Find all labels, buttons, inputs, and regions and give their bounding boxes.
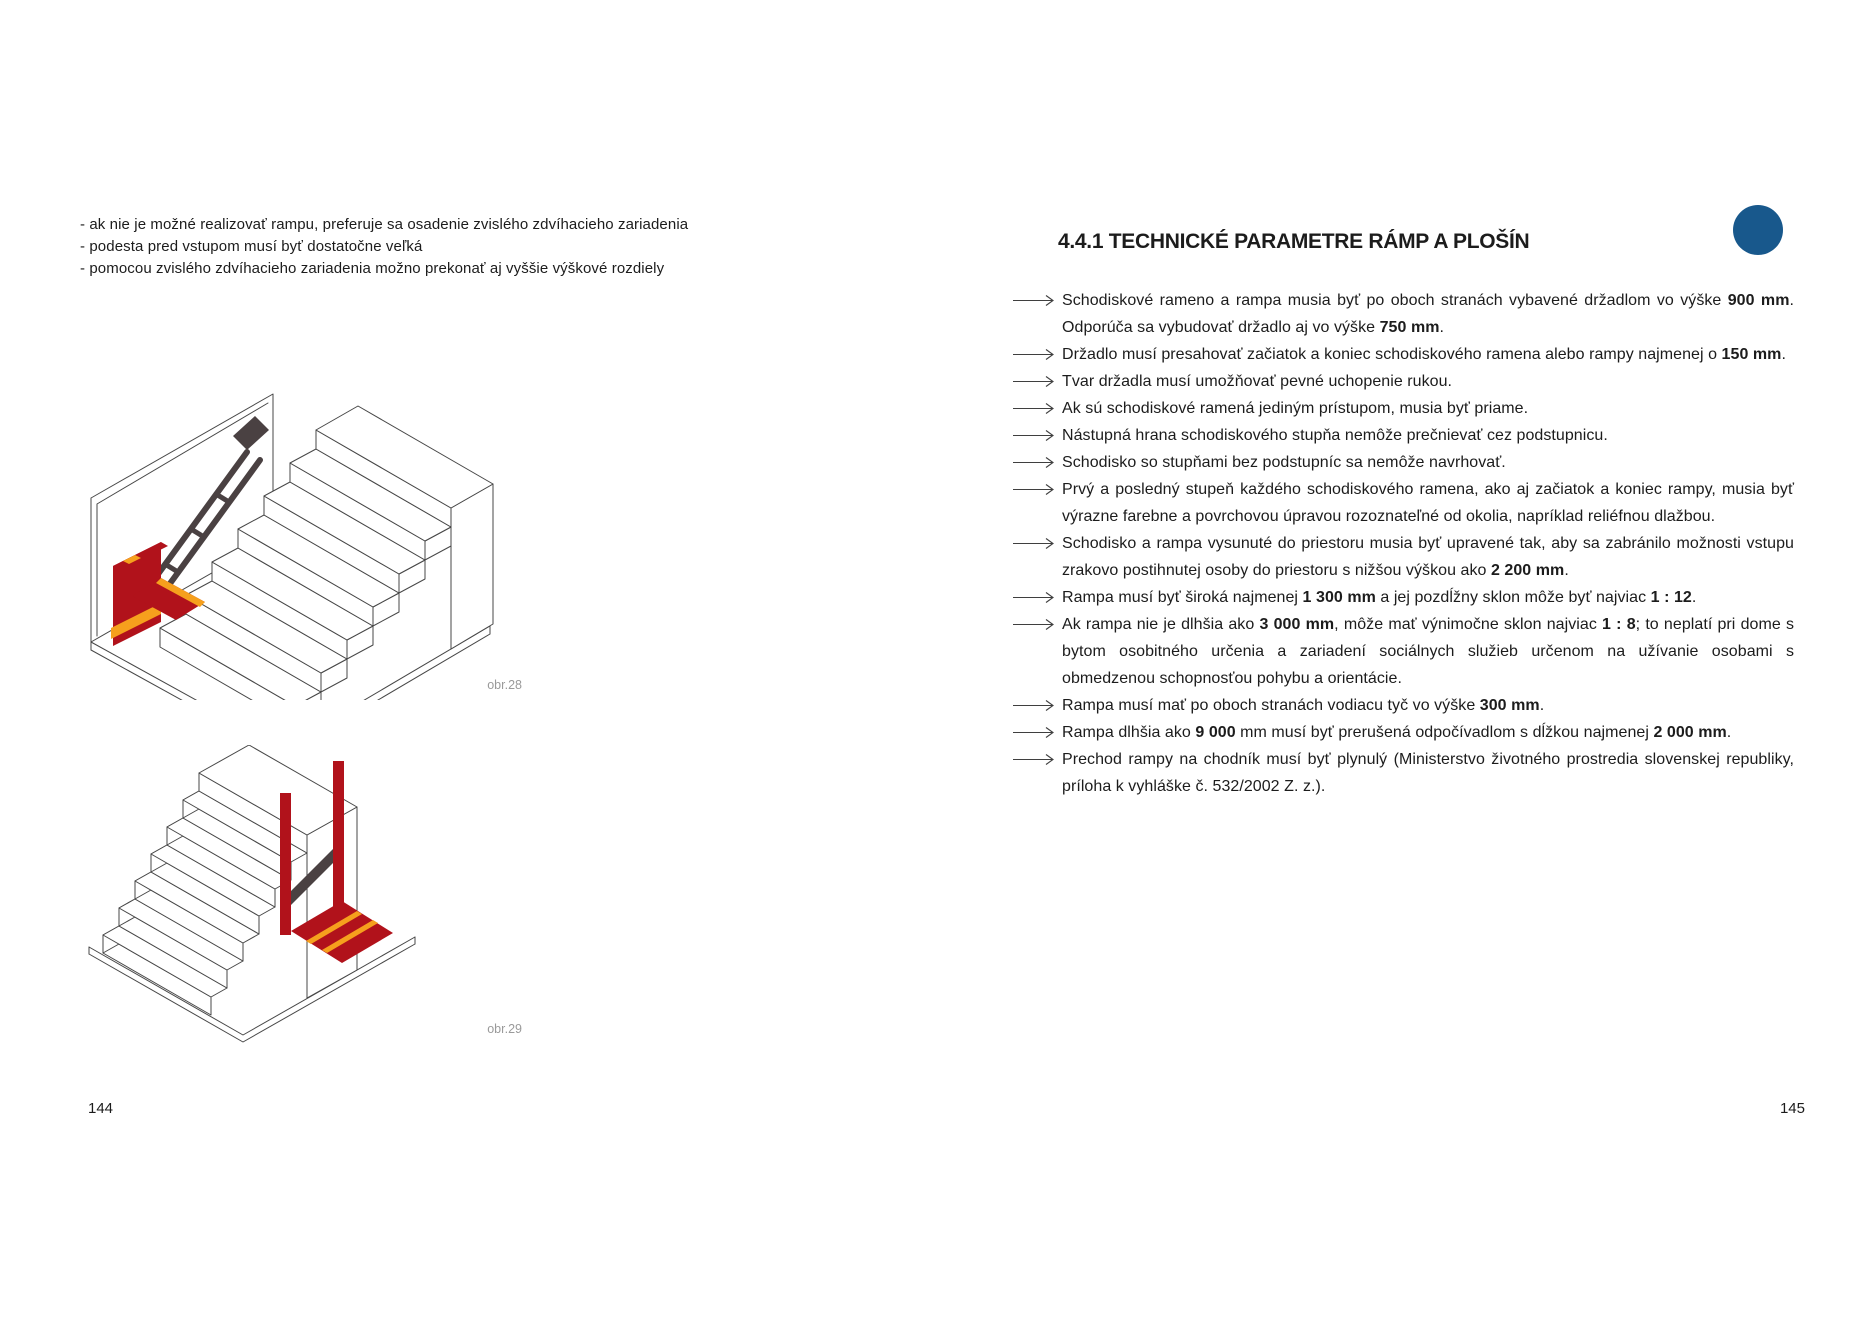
parameter-item bbox=[1012, 449, 1794, 476]
intro-line: - pomocou zvislého zdvíhacieho zariadenia možno prekonať aj vyššie výškové rozdiely bbox=[80, 260, 665, 277]
parameter-item-text: Rampa musí mať po oboch stranách vodiacu tyč vo výške 300 mm. bbox=[1062, 697, 1545, 714]
parameter-item bbox=[1012, 746, 1794, 800]
parameter-item-text: Schodisko a rampa vysunuté do priestoru musia byť upravené tak, aby sa zabránilo možnosti vstupu zrakovo postihnutej osoby do priestoru s nižšou výškou ako 2 200 mm. bbox=[1062, 535, 1794, 579]
parameter-item-text: Tvar držadla musí umožňovať pevné uchopenie rukou. bbox=[1062, 373, 1453, 390]
parameter-item-text: Rampa musí byť široká najmenej 1 300 mm a jej pozdĺžny sklon môže byť najviac 1 : 12. bbox=[1062, 589, 1697, 606]
parameter-item bbox=[1012, 530, 1794, 584]
arrow-icon bbox=[1012, 476, 1062, 496]
parameter-item bbox=[1012, 395, 1794, 422]
arrow-icon bbox=[1012, 287, 1062, 307]
arrow-icon bbox=[1012, 719, 1062, 739]
parameter-item bbox=[1012, 341, 1794, 368]
arrow-icon bbox=[1012, 530, 1062, 550]
arrow-icon bbox=[1012, 341, 1062, 361]
parameter-item bbox=[1012, 422, 1794, 449]
staircase bbox=[103, 745, 357, 1015]
page-number-left: 144 bbox=[88, 1100, 114, 1117]
chapter-marker-dot bbox=[1733, 205, 1783, 255]
parameter-item bbox=[1012, 719, 1794, 746]
intro-line: - ak nie je možné realizovať rampu, preferuje sa osadenie zvislého zdvíhacieho zariadenia bbox=[80, 216, 689, 233]
section-heading: 4.4.1 TECHNICKÉ PARAMETRE RÁMP A PLOŠÍN bbox=[1058, 230, 1530, 254]
arrow-icon bbox=[1012, 692, 1062, 712]
parameter-item-text: Schodisko so stupňami bez podstupníc sa nemôže navrhovať. bbox=[1062, 454, 1506, 471]
page-number-right: 145 bbox=[1779, 1100, 1805, 1117]
arrow-icon bbox=[1012, 584, 1062, 604]
intro-line: - podesta pred vstupom musí byť dostatočne veľká bbox=[80, 238, 423, 255]
arrow-icon bbox=[1012, 449, 1062, 469]
figure-obr29-caption: obr.29 bbox=[487, 1022, 522, 1036]
parameter-item-text: Držadlo musí presahovať začiatok a koniec schodiskového ramena alebo rampy najmenej o 150 mm. bbox=[1062, 346, 1786, 363]
parameter-item-text: Rampa dlhšia ako 9 000 mm musí byť prerušená odpočívadlom s dĺžkou najmenej 2 000 mm. bbox=[1062, 724, 1732, 741]
parameter-item-text: Prvý a posledný stupeň každého schodiskového ramena, ako aj začiatok a koniec rampy, musia byť výrazne farebne a povrchovou úpravou rozoznateľné od okolia, napríklad reliéfnou dlažbou. bbox=[1062, 481, 1794, 525]
parameter-item bbox=[1012, 611, 1794, 692]
lift-platform bbox=[291, 901, 393, 963]
arrow-icon bbox=[1012, 746, 1062, 766]
parameter-item-text: Nástupná hrana schodiskového stupňa nemôže prečnievať cez podstupnicu. bbox=[1062, 427, 1608, 444]
parameter-item bbox=[1012, 584, 1794, 611]
arrow-icon bbox=[1012, 368, 1062, 388]
arrow-icon bbox=[1012, 611, 1062, 631]
figure-obr28-illustration bbox=[75, 330, 495, 700]
parameter-item bbox=[1012, 476, 1794, 530]
parameter-item-text: Ak sú schodiskové ramená jediným prístupom, musia byť priame. bbox=[1062, 400, 1529, 417]
arrow-icon bbox=[1012, 422, 1062, 442]
intro-list bbox=[80, 214, 770, 280]
figure-obr29-illustration bbox=[75, 745, 475, 1075]
parameter-item-text: Ak rampa nie je dlhšia ako 3 000 mm, môže mať výnimočne sklon najviac 1 : 8; to neplatí pri dome s bytom osobitného určenia a zariadení sociálnych služieb určenom na užívanie osobami s obmedzenou schopnosťou pohybu a orientácie. bbox=[1062, 616, 1795, 687]
parameter-item bbox=[1012, 368, 1794, 395]
figure-obr28-caption: obr.28 bbox=[487, 678, 522, 692]
parameter-item bbox=[1012, 287, 1794, 341]
parameter-list bbox=[1012, 287, 1794, 800]
arrow-icon bbox=[1012, 395, 1062, 415]
parameter-item-text: Schodiskové rameno a rampa musia byť po oboch stranách vybavené držadlom vo výške 900 mm. Odporúča sa vybudovať držadlo aj vo výške 750 mm. bbox=[1062, 292, 1794, 336]
parameter-item-text: Prechod rampy na chodník musí byť plynulý (Ministerstvo životného prostredia slovenskej republiky, príloha k vyhláške č. 532/2002 Z. z.). bbox=[1062, 751, 1794, 795]
parameter-item bbox=[1012, 692, 1794, 719]
